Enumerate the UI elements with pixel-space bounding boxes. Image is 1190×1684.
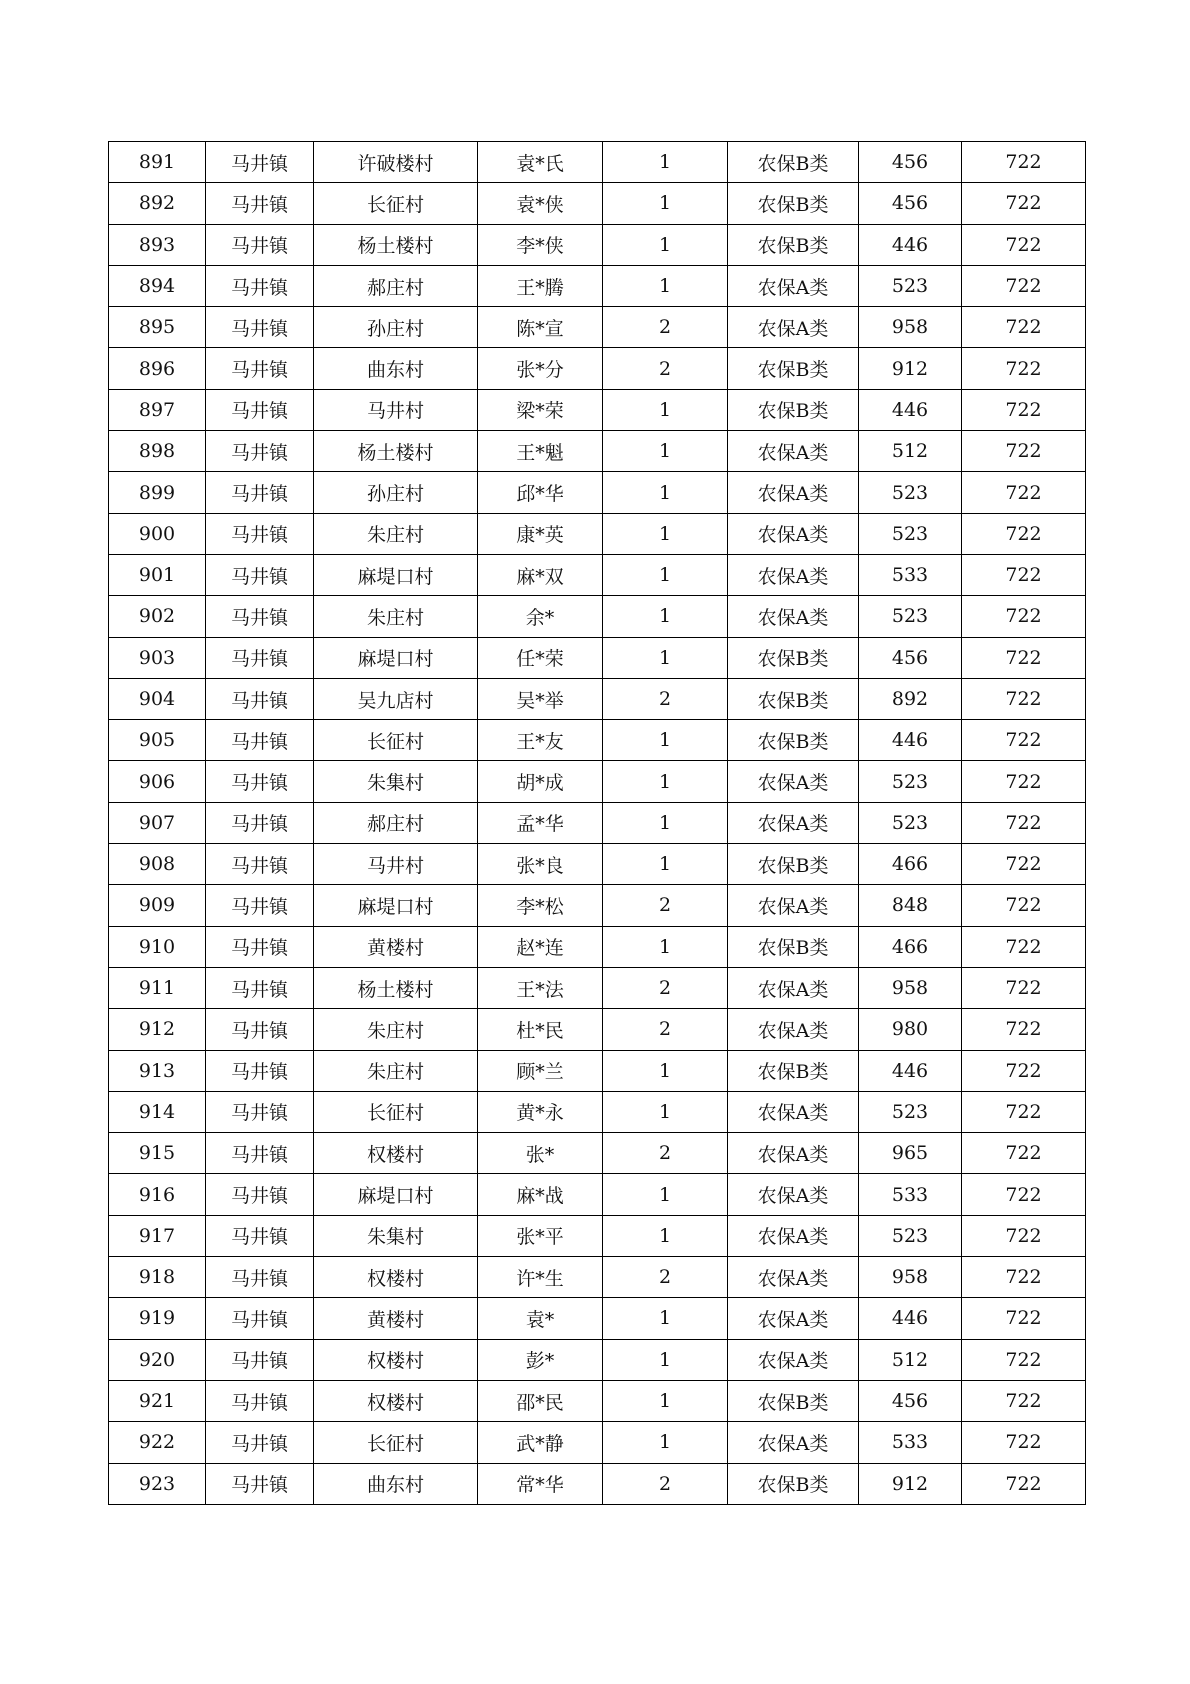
name-cell: 王*腾 — [478, 265, 603, 306]
serial-number-cell: 920 — [109, 1339, 206, 1380]
town-cell: 马井镇 — [206, 1422, 314, 1463]
amount-cell: 456 — [859, 142, 962, 183]
village-cell: 孙庄村 — [314, 307, 478, 348]
amount-cell: 958 — [859, 1257, 962, 1298]
town-cell: 马井镇 — [206, 885, 314, 926]
village-cell: 郝庄村 — [314, 265, 478, 306]
name-cell: 常*华 — [478, 1463, 603, 1504]
name-cell: 康*英 — [478, 513, 603, 554]
name-cell: 吴*举 — [478, 678, 603, 719]
village-cell: 朱庄村 — [314, 1050, 478, 1091]
standard-cell: 722 — [962, 554, 1086, 595]
village-cell: 权楼村 — [314, 1380, 478, 1421]
household-size-cell: 2 — [603, 678, 728, 719]
serial-number-cell: 901 — [109, 554, 206, 595]
table-row — [109, 389, 1086, 430]
village-cell: 马井村 — [314, 844, 478, 885]
standard-cell: 722 — [962, 307, 1086, 348]
serial-number-cell: 906 — [109, 761, 206, 802]
town-cell: 马井镇 — [206, 1174, 314, 1215]
category-cell: 农保A类 — [728, 596, 859, 637]
household-size-cell: 1 — [603, 926, 728, 967]
village-cell: 曲东村 — [314, 1463, 478, 1504]
serial-number-cell: 898 — [109, 431, 206, 472]
town-cell: 马井镇 — [206, 1257, 314, 1298]
village-cell: 权楼村 — [314, 1133, 478, 1174]
town-cell: 马井镇 — [206, 1215, 314, 1256]
standard-cell: 722 — [962, 761, 1086, 802]
town-cell: 马井镇 — [206, 802, 314, 843]
name-cell: 麻*双 — [478, 554, 603, 595]
table-row — [109, 348, 1086, 389]
household-size-cell: 1 — [603, 1422, 728, 1463]
village-cell: 吴九店村 — [314, 678, 478, 719]
table-row — [109, 224, 1086, 265]
table-row — [109, 142, 1086, 183]
category-cell: 农保B类 — [728, 678, 859, 719]
category-cell: 农保B类 — [728, 224, 859, 265]
serial-number-cell: 897 — [109, 389, 206, 430]
table-row — [109, 967, 1086, 1008]
category-cell: 农保A类 — [728, 761, 859, 802]
amount-cell: 446 — [859, 1050, 962, 1091]
table-row — [109, 265, 1086, 306]
category-cell: 农保A类 — [728, 1091, 859, 1132]
town-cell: 马井镇 — [206, 678, 314, 719]
table-row — [109, 1215, 1086, 1256]
serial-number-cell: 902 — [109, 596, 206, 637]
standard-cell: 722 — [962, 1339, 1086, 1380]
name-cell: 袁* — [478, 1298, 603, 1339]
household-size-cell: 1 — [603, 844, 728, 885]
village-cell: 权楼村 — [314, 1339, 478, 1380]
serial-number-cell: 907 — [109, 802, 206, 843]
serial-number-cell: 914 — [109, 1091, 206, 1132]
standard-cell: 722 — [962, 1257, 1086, 1298]
serial-number-cell: 919 — [109, 1298, 206, 1339]
standard-cell: 722 — [962, 637, 1086, 678]
household-size-cell: 1 — [603, 761, 728, 802]
town-cell: 马井镇 — [206, 596, 314, 637]
serial-number-cell: 905 — [109, 720, 206, 761]
village-cell: 长征村 — [314, 1091, 478, 1132]
serial-number-cell: 900 — [109, 513, 206, 554]
town-cell: 马井镇 — [206, 389, 314, 430]
amount-cell: 958 — [859, 307, 962, 348]
category-cell: 农保A类 — [728, 1257, 859, 1298]
category-cell: 农保B类 — [728, 142, 859, 183]
amount-cell: 523 — [859, 802, 962, 843]
village-cell: 朱集村 — [314, 1215, 478, 1256]
name-cell: 张*良 — [478, 844, 603, 885]
village-cell: 长征村 — [314, 720, 478, 761]
category-cell: 农保A类 — [728, 802, 859, 843]
village-cell: 杨土楼村 — [314, 967, 478, 1008]
category-cell: 农保B类 — [728, 844, 859, 885]
town-cell: 马井镇 — [206, 1339, 314, 1380]
village-cell: 朱庄村 — [314, 596, 478, 637]
category-cell: 农保B类 — [728, 348, 859, 389]
table-row — [109, 1298, 1086, 1339]
town-cell: 马井镇 — [206, 1133, 314, 1174]
category-cell: 农保A类 — [728, 265, 859, 306]
category-cell: 农保A类 — [728, 307, 859, 348]
table-row — [109, 720, 1086, 761]
serial-number-cell: 915 — [109, 1133, 206, 1174]
table-row — [109, 1422, 1086, 1463]
town-cell: 马井镇 — [206, 720, 314, 761]
household-size-cell: 1 — [603, 431, 728, 472]
town-cell: 马井镇 — [206, 967, 314, 1008]
category-cell: 农保A类 — [728, 513, 859, 554]
amount-cell: 523 — [859, 596, 962, 637]
village-cell: 马井村 — [314, 389, 478, 430]
village-cell: 麻堤口村 — [314, 885, 478, 926]
household-size-cell: 1 — [603, 265, 728, 306]
serial-number-cell: 899 — [109, 472, 206, 513]
table-row — [109, 1380, 1086, 1421]
table-row — [109, 637, 1086, 678]
table-row — [109, 183, 1086, 224]
village-cell: 麻堤口村 — [314, 637, 478, 678]
category-cell: 农保A类 — [728, 1174, 859, 1215]
village-cell: 长征村 — [314, 183, 478, 224]
name-cell: 王*魁 — [478, 431, 603, 472]
table-row — [109, 513, 1086, 554]
village-cell: 孙庄村 — [314, 472, 478, 513]
town-cell: 马井镇 — [206, 1380, 314, 1421]
household-size-cell: 2 — [603, 1257, 728, 1298]
category-cell: 农保B类 — [728, 1463, 859, 1504]
village-cell: 朱庄村 — [314, 513, 478, 554]
category-cell: 农保B类 — [728, 637, 859, 678]
village-cell: 麻堤口村 — [314, 554, 478, 595]
standard-cell: 722 — [962, 472, 1086, 513]
serial-number-cell: 904 — [109, 678, 206, 719]
name-cell: 胡*成 — [478, 761, 603, 802]
name-cell: 邱*华 — [478, 472, 603, 513]
name-cell: 邵*民 — [478, 1380, 603, 1421]
amount-cell: 446 — [859, 720, 962, 761]
serial-number-cell: 910 — [109, 926, 206, 967]
amount-cell: 512 — [859, 431, 962, 472]
amount-cell: 533 — [859, 1422, 962, 1463]
village-cell: 曲东村 — [314, 348, 478, 389]
serial-number-cell: 922 — [109, 1422, 206, 1463]
amount-cell: 446 — [859, 389, 962, 430]
town-cell: 马井镇 — [206, 142, 314, 183]
amount-cell: 446 — [859, 1298, 962, 1339]
town-cell: 马井镇 — [206, 926, 314, 967]
serial-number-cell: 923 — [109, 1463, 206, 1504]
standard-cell: 722 — [962, 1133, 1086, 1174]
town-cell: 马井镇 — [206, 1091, 314, 1132]
household-size-cell: 2 — [603, 967, 728, 1008]
table-row — [109, 926, 1086, 967]
village-cell: 朱庄村 — [314, 1009, 478, 1050]
household-size-cell: 1 — [603, 224, 728, 265]
household-size-cell: 1 — [603, 1050, 728, 1091]
name-cell: 麻*战 — [478, 1174, 603, 1215]
household-size-cell: 2 — [603, 885, 728, 926]
town-cell: 马井镇 — [206, 1009, 314, 1050]
name-cell: 孟*华 — [478, 802, 603, 843]
household-size-cell: 2 — [603, 1463, 728, 1504]
table-row — [109, 761, 1086, 802]
category-cell: 农保A类 — [728, 1298, 859, 1339]
standard-cell: 722 — [962, 720, 1086, 761]
amount-cell: 512 — [859, 1339, 962, 1380]
standard-cell: 722 — [962, 389, 1086, 430]
roster-table-body — [109, 142, 1086, 1505]
standard-cell: 722 — [962, 1298, 1086, 1339]
village-cell: 郝庄村 — [314, 802, 478, 843]
household-size-cell: 1 — [603, 720, 728, 761]
amount-cell: 912 — [859, 1463, 962, 1504]
household-size-cell: 2 — [603, 1009, 728, 1050]
village-cell: 长征村 — [314, 1422, 478, 1463]
household-size-cell: 1 — [603, 637, 728, 678]
standard-cell: 722 — [962, 1463, 1086, 1504]
household-size-cell: 1 — [603, 183, 728, 224]
town-cell: 马井镇 — [206, 554, 314, 595]
category-cell: 农保B类 — [728, 183, 859, 224]
category-cell: 农保A类 — [728, 554, 859, 595]
table-row — [109, 1339, 1086, 1380]
serial-number-cell: 918 — [109, 1257, 206, 1298]
village-cell: 杨土楼村 — [314, 431, 478, 472]
amount-cell: 523 — [859, 265, 962, 306]
household-size-cell: 1 — [603, 142, 728, 183]
category-cell: 农保B类 — [728, 389, 859, 430]
standard-cell: 722 — [962, 1215, 1086, 1256]
household-size-cell: 2 — [603, 307, 728, 348]
standard-cell: 722 — [962, 1091, 1086, 1132]
serial-number-cell: 891 — [109, 142, 206, 183]
standard-cell: 722 — [962, 1422, 1086, 1463]
roster-table — [108, 141, 1086, 1505]
amount-cell: 466 — [859, 844, 962, 885]
serial-number-cell: 896 — [109, 348, 206, 389]
serial-number-cell: 921 — [109, 1380, 206, 1421]
standard-cell: 722 — [962, 1050, 1086, 1091]
table-row — [109, 885, 1086, 926]
household-size-cell: 1 — [603, 1215, 728, 1256]
amount-cell: 456 — [859, 1380, 962, 1421]
standard-cell: 722 — [962, 678, 1086, 719]
name-cell: 顾*兰 — [478, 1050, 603, 1091]
table-row — [109, 1050, 1086, 1091]
amount-cell: 523 — [859, 472, 962, 513]
table-row — [109, 678, 1086, 719]
category-cell: 农保B类 — [728, 1380, 859, 1421]
serial-number-cell: 911 — [109, 967, 206, 1008]
serial-number-cell: 903 — [109, 637, 206, 678]
table-row — [109, 1009, 1086, 1050]
town-cell: 马井镇 — [206, 431, 314, 472]
amount-cell: 523 — [859, 1091, 962, 1132]
name-cell: 李*松 — [478, 885, 603, 926]
standard-cell: 722 — [962, 926, 1086, 967]
name-cell: 余* — [478, 596, 603, 637]
name-cell: 黄*永 — [478, 1091, 603, 1132]
town-cell: 马井镇 — [206, 1463, 314, 1504]
household-size-cell: 1 — [603, 472, 728, 513]
amount-cell: 523 — [859, 761, 962, 802]
serial-number-cell: 895 — [109, 307, 206, 348]
amount-cell: 958 — [859, 967, 962, 1008]
village-cell: 朱集村 — [314, 761, 478, 802]
table-row — [109, 802, 1086, 843]
category-cell: 农保A类 — [728, 967, 859, 1008]
name-cell: 武*静 — [478, 1422, 603, 1463]
serial-number-cell: 917 — [109, 1215, 206, 1256]
household-size-cell: 1 — [603, 554, 728, 595]
category-cell: 农保A类 — [728, 885, 859, 926]
standard-cell: 722 — [962, 802, 1086, 843]
standard-cell: 722 — [962, 967, 1086, 1008]
town-cell: 马井镇 — [206, 844, 314, 885]
standard-cell: 722 — [962, 265, 1086, 306]
serial-number-cell: 894 — [109, 265, 206, 306]
standard-cell: 722 — [962, 142, 1086, 183]
category-cell: 农保A类 — [728, 1133, 859, 1174]
serial-number-cell: 912 — [109, 1009, 206, 1050]
village-cell: 许破楼村 — [314, 142, 478, 183]
name-cell: 张*分 — [478, 348, 603, 389]
table-row — [109, 1257, 1086, 1298]
town-cell: 马井镇 — [206, 183, 314, 224]
household-size-cell: 1 — [603, 596, 728, 637]
serial-number-cell: 892 — [109, 183, 206, 224]
household-size-cell: 1 — [603, 802, 728, 843]
table-row — [109, 1174, 1086, 1215]
name-cell: 袁*氏 — [478, 142, 603, 183]
name-cell: 张* — [478, 1133, 603, 1174]
category-cell: 农保A类 — [728, 472, 859, 513]
name-cell: 陈*宣 — [478, 307, 603, 348]
household-size-cell: 2 — [603, 348, 728, 389]
standard-cell: 722 — [962, 885, 1086, 926]
amount-cell: 466 — [859, 926, 962, 967]
table-row — [109, 1133, 1086, 1174]
village-cell: 杨土楼村 — [314, 224, 478, 265]
town-cell: 马井镇 — [206, 1050, 314, 1091]
category-cell: 农保B类 — [728, 1050, 859, 1091]
household-size-cell: 1 — [603, 389, 728, 430]
household-size-cell: 1 — [603, 1298, 728, 1339]
name-cell: 杜*民 — [478, 1009, 603, 1050]
name-cell: 李*侠 — [478, 224, 603, 265]
table-row — [109, 844, 1086, 885]
category-cell: 农保B类 — [728, 926, 859, 967]
name-cell: 袁*侠 — [478, 183, 603, 224]
amount-cell: 912 — [859, 348, 962, 389]
town-cell: 马井镇 — [206, 513, 314, 554]
amount-cell: 848 — [859, 885, 962, 926]
standard-cell: 722 — [962, 1380, 1086, 1421]
name-cell: 梁*荣 — [478, 389, 603, 430]
name-cell: 任*荣 — [478, 637, 603, 678]
amount-cell: 892 — [859, 678, 962, 719]
table-row — [109, 554, 1086, 595]
serial-number-cell: 913 — [109, 1050, 206, 1091]
name-cell: 彭* — [478, 1339, 603, 1380]
town-cell: 马井镇 — [206, 761, 314, 802]
household-size-cell: 1 — [603, 1174, 728, 1215]
standard-cell: 722 — [962, 183, 1086, 224]
amount-cell: 523 — [859, 1215, 962, 1256]
household-size-cell: 1 — [603, 1339, 728, 1380]
serial-number-cell: 909 — [109, 885, 206, 926]
town-cell: 马井镇 — [206, 307, 314, 348]
table-row — [109, 1463, 1086, 1504]
town-cell: 马井镇 — [206, 348, 314, 389]
standard-cell: 722 — [962, 596, 1086, 637]
standard-cell: 722 — [962, 513, 1086, 554]
standard-cell: 722 — [962, 844, 1086, 885]
table-row — [109, 431, 1086, 472]
village-cell: 权楼村 — [314, 1257, 478, 1298]
table-row — [109, 1091, 1086, 1132]
name-cell: 王*法 — [478, 967, 603, 1008]
serial-number-cell: 908 — [109, 844, 206, 885]
amount-cell: 456 — [859, 637, 962, 678]
town-cell: 马井镇 — [206, 1298, 314, 1339]
amount-cell: 980 — [859, 1009, 962, 1050]
village-cell: 麻堤口村 — [314, 1174, 478, 1215]
standard-cell: 722 — [962, 431, 1086, 472]
household-size-cell: 1 — [603, 513, 728, 554]
name-cell: 赵*连 — [478, 926, 603, 967]
amount-cell: 965 — [859, 1133, 962, 1174]
amount-cell: 523 — [859, 513, 962, 554]
serial-number-cell: 893 — [109, 224, 206, 265]
town-cell: 马井镇 — [206, 637, 314, 678]
table-row — [109, 596, 1086, 637]
name-cell: 许*生 — [478, 1257, 603, 1298]
household-size-cell: 1 — [603, 1091, 728, 1132]
category-cell: 农保A类 — [728, 1009, 859, 1050]
standard-cell: 722 — [962, 224, 1086, 265]
table-row — [109, 307, 1086, 348]
name-cell: 张*平 — [478, 1215, 603, 1256]
standard-cell: 722 — [962, 1009, 1086, 1050]
amount-cell: 446 — [859, 224, 962, 265]
town-cell: 马井镇 — [206, 472, 314, 513]
household-size-cell: 1 — [603, 1380, 728, 1421]
standard-cell: 722 — [962, 348, 1086, 389]
town-cell: 马井镇 — [206, 224, 314, 265]
category-cell: 农保A类 — [728, 1215, 859, 1256]
category-cell: 农保A类 — [728, 431, 859, 472]
name-cell: 王*友 — [478, 720, 603, 761]
amount-cell: 533 — [859, 1174, 962, 1215]
serial-number-cell: 916 — [109, 1174, 206, 1215]
category-cell: 农保A类 — [728, 1339, 859, 1380]
village-cell: 黄楼村 — [314, 926, 478, 967]
town-cell: 马井镇 — [206, 265, 314, 306]
village-cell: 黄楼村 — [314, 1298, 478, 1339]
amount-cell: 533 — [859, 554, 962, 595]
category-cell: 农保B类 — [728, 720, 859, 761]
table-row — [109, 472, 1086, 513]
category-cell: 农保A类 — [728, 1422, 859, 1463]
amount-cell: 456 — [859, 183, 962, 224]
standard-cell: 722 — [962, 1174, 1086, 1215]
household-size-cell: 2 — [603, 1133, 728, 1174]
